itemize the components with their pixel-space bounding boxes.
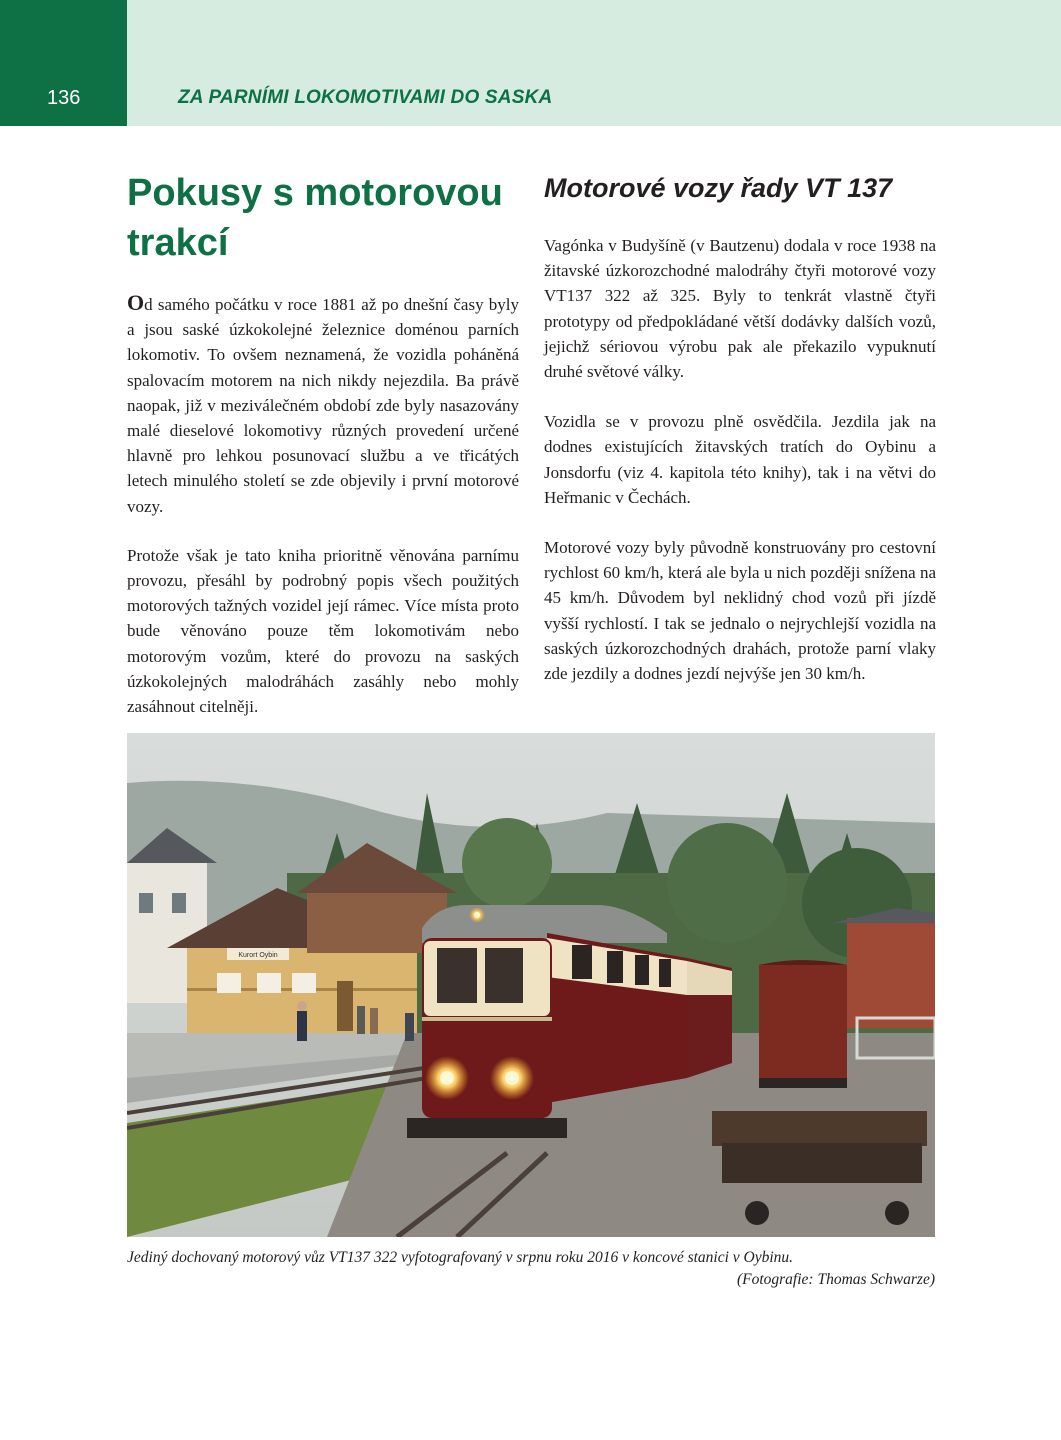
scope-paragraph: Protože však je tato kniha prioritně věnována parnímu provozu, přesáhl by podrobný popis všech použitých motorových tažných vozidel její rámec. Více místa proto bude věnováno pouze těm lokomotivám nebo motorovým vozům, které do provozu na saských úzkokolejných malodráhách zasáhly nebo mohly zasáhnout citelněji. (127, 545, 519, 717)
station-sign: Kurort Oybin (238, 952, 278, 959)
drop-cap: O (127, 290, 145, 315)
speed-paragraph: Motorové vozy byly původně konstruovány pro cestovní rychlost 60 km/h, která ale byla u nich později snížena na 45 km/h. Důvodem byl neklidný chod vozů při jízdě vyšší rychlostí. I tak se jednalo o nejrychlejší vozidla na saských úzkorozchodných drahách, protože parní vlaky zde jezdily a dodnes jezdí nejvýše jen 30 km/h. (544, 538, 936, 684)
left-column (127, 168, 519, 719)
intro-paragraph (127, 290, 519, 519)
caption-text: Jediný dochovaný motorový vůz VT137 322 vyfotografovaný v srpnu roku 2016 v koncové stanici v Oybinu. (127, 1249, 794, 1266)
photo-caption (127, 1247, 935, 1291)
intro-paragraph-text: d samého počátku v roce 1881 až po dnešní časy byly a jsou saské úzkokolejné železnice doménou parních lokomotiv. To ovšem neznamená, že vozidla poháněná spalovacím motorem na nich nikdy nejezdila. Ba právě naopak, již v meziválečném období zde byly nasazovány malé dieselové lokomotivy různých provedení určené hlavně pro lehkou posunovací službu a ve třicátých letech minulého století se zde objevily i první motorové vozy. (127, 295, 519, 516)
right-column (544, 168, 936, 686)
history-paragraph: Vagónka v Budyšíně (v Bautzenu) dodala v roce 1938 na žitavské úzkorozchodné malodráhy čtyři motorové vozy VT137 322 až 325. Byly to tenkrát vlastně čtyři prototypy od předpokládané větší dodávky dalších vozů, jejichž sériovou výrobu pak ale překazilo vypuknutí druhé světové války. (544, 236, 936, 382)
section-title-line1: Pokusy s motorovou (127, 172, 503, 214)
railcar-photo (127, 733, 935, 1237)
section-title-line2: trakcí (127, 222, 229, 264)
subsection-title: Motorové vozy řady VT 137 (544, 173, 893, 203)
section-title (127, 168, 519, 268)
photo-credit: (Fotografie: Thomas Schwarze) (736, 1271, 935, 1288)
page-number: 136 (47, 87, 81, 109)
running-title: ZA PARNÍMI LOKOMOTIVAMI DO SASKA (178, 87, 553, 108)
service-paragraph: Vozidla se v provozu plně osvědčila. Jezdila jak na dodnes existujících žitavských tratích do Oybinu a Jonsdorfu (viz 4. kapitola této knihy), tak i na větvi do Heřmanic v Čechách. (544, 412, 936, 507)
